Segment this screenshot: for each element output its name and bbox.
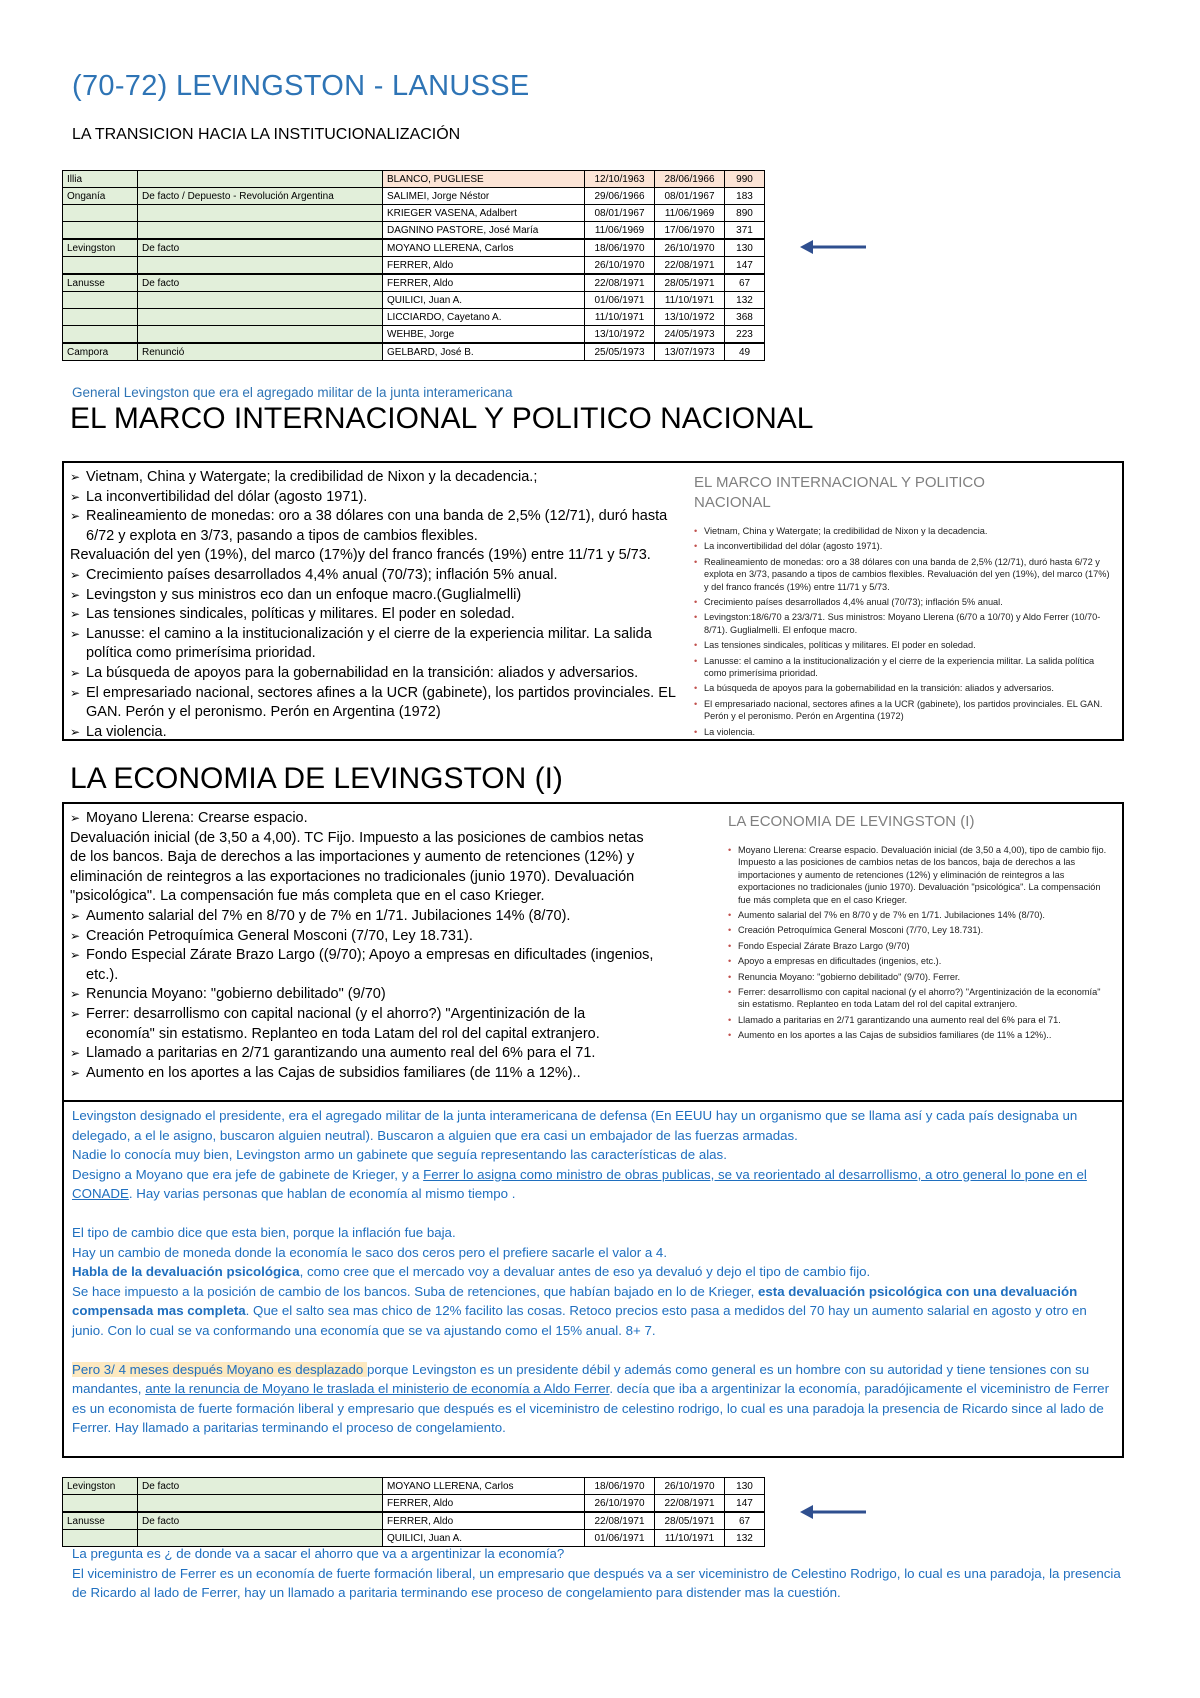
bullet-item [70, 488, 676, 508]
bullet-text: La búsqueda de apoyos para la gobernabilidad en la transición: aliados y adversarios. [86, 664, 639, 681]
table-cell-days: 368 [725, 309, 765, 326]
arrow-bullet-icon: ➢ [70, 587, 81, 602]
marco-bullets [70, 468, 676, 742]
arrow-bullet-icon: ➢ [70, 470, 81, 484]
slide-bullet: • El empresariado nacional, sectores afines a la UCR (gabinete), los partidos provinciales. EL GAN. Perón y el peronismo. Perón en Argentina (1972) [694, 698, 1110, 723]
table-row [63, 292, 765, 309]
table-cell-name: KRIEGER VASENA, Adalbert [383, 205, 585, 222]
arrow-bullet-icon: ➢ [70, 685, 81, 700]
table-cell-days: 67 [725, 1512, 765, 1530]
note-text: Se hace impuesto a la posición de cambio de los bancos. Suba de retenciones, que habían bajado en lo de Krieger, [72, 1283, 758, 1299]
table-cell-gov [63, 326, 138, 344]
table-cell-start: 29/06/1966 [585, 188, 655, 205]
marco-slide-thumbnail [686, 465, 1118, 737]
note-underlined: ante la renuncia de Moyano le traslada el ministerio de economía a Aldo Ferrer [145, 1381, 610, 1396]
economia-bullets [70, 809, 656, 1083]
bullet-item [70, 809, 656, 829]
table-cell-days: 223 [725, 326, 765, 344]
arrow-bullet-icon: ➢ [70, 928, 81, 943]
table-cell-type [138, 309, 383, 326]
table-cell-gov [63, 205, 138, 222]
arrow-bullet-icon: ➢ [70, 987, 81, 1002]
note-paragraph: El tipo de cambio dice que esta bien, porque la inflación fue baja. [72, 1225, 456, 1240]
slide-bullet: • Crecimiento países desarrollados 4,4% anual (70/73); inflación 5% anual. [694, 596, 1110, 608]
bullet-item [70, 684, 676, 723]
bullet-text: Vietnam, China y Watergate; la credibilidad de Nixon y la decadencia.; [86, 469, 538, 485]
bullet-text: Levingston y sus ministros eco dan un enfoque macro.(Guglialmelli) [86, 586, 522, 603]
slide-bullet: • Ferrer: desarrollismo con capital nacional (y el ahorro?) "Argentinización de la economía" sin estatismo. Replanteo en toda Latam del rol del capital extranjero. [728, 986, 1112, 1011]
slide-bullet: • Aumento en los aportes a las Cajas de subsidios familiares (de 11% a 12%).. [728, 1029, 1112, 1041]
table-cell-days: 132 [725, 292, 765, 309]
table-cell-type [138, 326, 383, 344]
arrow-bullet-icon: ➢ [70, 626, 81, 641]
slide-bullet: • Fondo Especial Zárate Brazo Largo (9/70) [728, 940, 1112, 952]
note-paragraph [72, 1165, 1112, 1204]
ministers-table-excerpt [62, 1477, 765, 1547]
table-cell-gov: Levingston [63, 1478, 138, 1495]
table-cell-start: 26/10/1970 [585, 257, 655, 275]
slide-title: LA ECONOMIA DE LEVINGSTON (I) [728, 813, 975, 830]
table-cell-days: 990 [725, 171, 765, 188]
table-row [63, 205, 765, 222]
bullet-text: Fondo Especial Zárate Brazo Largo ((9/70); Apoyo a empresas en dificultades (ingenios, etc.). [86, 947, 654, 983]
arrow-bullet-icon: ➢ [70, 1065, 81, 1080]
table-cell-end: 17/06/1970 [655, 222, 725, 240]
levingston-note: General Levingston que era el agregado militar de la junta interamericana [72, 385, 513, 400]
arrow-left-icon [800, 1502, 866, 1522]
note-text: porque Levingston es un presidente débil y además como general es un hombre con su autoridad y tiene tensiones con su mandantes, [72, 1361, 1090, 1396]
table-cell-start: 18/06/1970 [585, 239, 655, 257]
slide-bullet: • Creación Petroquímica General Mosconi (7/70, Ley 18.731). [728, 924, 1112, 936]
page-subtitle: LA TRANSICION HACIA LA INSTITUCIONALIZACIÓN [72, 126, 461, 143]
table-cell-type [138, 222, 383, 240]
arrow-left-icon [800, 237, 866, 257]
bottom-question: La pregunta es ¿ de donde va a sacar el ahorro que va a argentinizar la economía? [72, 1546, 565, 1561]
ministers-table [62, 170, 765, 361]
table-cell-days: 371 [725, 222, 765, 240]
table-cell-type: Renunció [138, 343, 383, 361]
table-cell-gov [63, 1495, 138, 1513]
slide-bullet: • Renuncia Moyano: "gobierno debilitado" (9/70). Ferrer. [728, 971, 1112, 983]
bottom-notes [72, 1544, 1122, 1603]
table-cell-start: 11/10/1971 [585, 309, 655, 326]
table-cell-gov [63, 292, 138, 309]
note-paragraph: Levingston designado el presidente, era el agregado militar de la junta interamericana de defensa (En EEUU hay un organismo que se llama así y cada país designaba un delegado, a el le asigno, buscaron alguien neutral). Buscaron a alguien que era casi un embajador de las fuerzas armadas. [72, 1108, 1078, 1143]
note-highlight: Pero 3/ 4 meses después Moyano es desplazado [72, 1361, 367, 1377]
table-row [63, 171, 765, 188]
table-cell-end: 26/10/1970 [655, 1478, 725, 1495]
bullet-text: Realineamiento de monedas: oro a 38 dólares con una banda de 2,5% (12/71), duró hasta 6/72 y explota en 3/73, pasando a tipos de cambios flexibles. [86, 508, 668, 544]
table-cell-end: 13/10/1972 [655, 309, 725, 326]
table-cell-type [138, 257, 383, 275]
bullet-text: Moyano Llerena: Crearse espacio. [86, 810, 308, 826]
class-notes [72, 1106, 1112, 1438]
marco-box [62, 461, 1124, 741]
section-heading-marco: EL MARCO INTERNACIONAL Y POLITICO NACIONAL [70, 402, 814, 435]
arrow-bullet-icon: ➢ [70, 665, 81, 680]
page-title: (70-72) LEVINGSTON - LANUSSE [72, 70, 530, 102]
table-cell-start: 18/06/1970 [585, 1478, 655, 1495]
section-heading-economia: LA ECONOMIA DE LEVINGSTON (I) [70, 762, 563, 795]
bullet-text: Revaluación del yen (19%), del marco (17%)y del franco francés (19%) entre 11/71 y 5/73. [70, 547, 651, 564]
arrow-bullet-icon: ➢ [70, 811, 81, 825]
table-cell-name: MOYANO LLERENA, Carlos [383, 239, 585, 257]
table-cell-gov [63, 257, 138, 275]
slide-bullet: • Vietnam, China y Watergate; la credibilidad de Nixon y la decadencia. [694, 525, 1110, 537]
table-cell-days: 890 [725, 205, 765, 222]
bullet-text: Lanusse: el camino a la institucionalización y el cierre de la experiencia militar. La salida política como primerísima prioridad. [86, 625, 652, 662]
note-bold: Habla de la devaluación psicológica [72, 1264, 300, 1279]
note-paragraph: Hay un cambio de moneda donde la economía le saco dos ceros pero el prefiere sacarle el valor a 4. [72, 1244, 668, 1260]
table-cell-days: 67 [725, 274, 765, 292]
table-cell-name: DAGNINO PASTORE, José María [383, 222, 585, 240]
table-row [63, 239, 765, 257]
slide-title: EL MARCO INTERNACIONAL Y POLITICO NACIONAL [694, 474, 985, 511]
table-cell-name: WEHBE, Jorge [383, 326, 585, 344]
arrow-bullet-icon: ➢ [70, 1046, 81, 1061]
table-cell-end: 28/05/1971 [655, 1512, 725, 1530]
bullet-text: Aumento salarial del 7% en 8/70 y de 7% en 1/71. Jubilaciones 14% (8/70). [86, 907, 571, 924]
table-cell-days: 130 [725, 1478, 765, 1495]
table-cell-start: 12/10/1963 [585, 171, 655, 188]
note-underlined: Ferrer lo asigna como ministro de obras publicas, se va reorientado al desarrollismo, a otro general lo pone en el CONADE [72, 1166, 1087, 1201]
arrow-bullet-icon: ➢ [70, 1006, 81, 1021]
bullet-item [70, 946, 656, 985]
table-cell-end: 08/01/1967 [655, 188, 725, 205]
bullet-item [70, 985, 656, 1005]
table-cell-type: De facto / Depuesto - Revolución Argentina [138, 188, 383, 205]
table-cell-end: 11/06/1969 [655, 205, 725, 222]
table-cell-end: 28/05/1971 [655, 274, 725, 292]
bullet-text: La inconvertibilidad del dólar (agosto 1971). [86, 488, 368, 505]
table-cell-name: GELBARD, José B. [383, 343, 585, 361]
slide-bullet: • La inconvertibilidad del dólar (agosto 1971). [694, 540, 1110, 552]
slide-bullet: • La búsqueda de apoyos para la gobernabilidad en la transición: aliados y adversarios. [694, 682, 1110, 694]
table-cell-type [138, 205, 383, 222]
bullet-text: Crecimiento países desarrollados 4,4% anual (70/73); inflación 5% anual. [86, 566, 558, 583]
bullet-item [70, 927, 656, 947]
slide-bullets [728, 844, 1112, 1042]
table-cell-start: 13/10/1972 [585, 326, 655, 344]
table-cell-end: 24/05/1973 [655, 326, 725, 344]
table-row [63, 1512, 765, 1530]
note-paragraph: Nadie lo conocía muy bien, Levingston armo un gabinete que seguía representando las características de alas. [72, 1147, 727, 1162]
table-cell-days: 147 [725, 1495, 765, 1513]
table-row [63, 1495, 765, 1513]
economia-slide-thumbnail [666, 804, 1120, 1100]
table-row [63, 1478, 765, 1495]
slide-bullet: • Realineamiento de monedas: oro a 38 dólares con una banda de 2,5% (12/71), duró hasta 6/72 y explota en 3/73, pasando a tipos de cambios flexibles. Revaluación del yen (19%), del marco (17%) y del franco francés (19%) entre 11/71 y 5/73. [694, 556, 1110, 593]
table-cell-start: 22/08/1971 [585, 274, 655, 292]
table-cell-end: 26/10/1970 [655, 239, 725, 257]
bullet-item [70, 605, 676, 625]
table-cell-start: 01/06/1971 [585, 1530, 655, 1547]
table-cell-type: De facto [138, 239, 383, 257]
slide-bullet: • Apoyo a empresas en dificultades (ingenios, etc.). [728, 955, 1112, 967]
notes-divider [64, 1100, 1122, 1102]
bullet-text: Las tensiones sindicales, políticas y militares. El poder en soledad. [86, 606, 515, 623]
table-cell-type: De facto [138, 1478, 383, 1495]
table-cell-name: FERRER, Aldo [383, 257, 585, 275]
table-cell-start: 26/10/1970 [585, 1495, 655, 1513]
bullet-text: La violencia. [86, 723, 167, 740]
note-paragraph [72, 1282, 1112, 1341]
table-cell-start: 25/05/1973 [585, 343, 655, 361]
bullet-text: Aumento en los aportes a las Cajas de subsidios familiares (de 11% a 12%).. [86, 1064, 581, 1081]
bullet-item [70, 1064, 656, 1084]
arrow-bullet-icon: ➢ [70, 489, 81, 504]
note-text: . decía que iba a argentinizar la economía, paradójicamente el viceministro de Ferrer es un economista de fuerte formación liberal y empresario que después es el viceministro de celestino rodrigo, lo cual es una paradoja la presencia de Ricardo since al lado de Ferrer. Hay llamado a paritarias terminando el proceso de congelamiento. [72, 1381, 1110, 1435]
bullet-item [70, 907, 656, 927]
table-row [63, 274, 765, 292]
table-cell-end: 22/08/1971 [655, 257, 725, 275]
arrow-bullet-icon: ➢ [70, 724, 81, 739]
table-cell-name: MOYANO LLERENA, Carlos [383, 1478, 585, 1495]
table-cell-name: QUILICI, Juan A. [383, 292, 585, 309]
table-cell-days: 132 [725, 1530, 765, 1547]
table-cell-type [138, 1495, 383, 1513]
table-row [63, 188, 765, 205]
bullet-item [70, 546, 676, 566]
table-cell-end: 11/10/1971 [655, 1530, 725, 1547]
table-cell-gov: Lanusse [63, 274, 138, 292]
bullet-item [70, 625, 676, 664]
table-cell-type: De facto [138, 274, 383, 292]
note-text: Designo a Moyano que era jefe de gabinete de Krieger, y a [72, 1166, 424, 1182]
table-cell-start: 11/06/1969 [585, 222, 655, 240]
bullet-item [70, 566, 676, 586]
table-row [63, 326, 765, 344]
table-cell-name: SALIMEI, Jorge Néstor [383, 188, 585, 205]
table-cell-gov: Campora [63, 343, 138, 361]
table-cell-name: LICCIARDO, Cayetano A. [383, 309, 585, 326]
arrow-bullet-icon: ➢ [70, 607, 81, 622]
table-cell-gov: Levingston [63, 239, 138, 257]
bullet-text: Ferrer: desarrollismo con capital nacional (y el ahorro?) "Argentinización de la economía" sin estatismo. Replanteo en toda Latam del rol del capital extranjero. [86, 1005, 600, 1042]
table-cell-start: 08/01/1967 [585, 205, 655, 222]
note-text: . Que el salto sea mas chico de 12% facilito las cosas. Retoco precios esto pasa a medidos del 70 hay un aumento salarial en agosto y otro en junio. Con lo cual se va conformando una economía que se va ajustando como el 15% anual. 8+ 7. [72, 1303, 1087, 1338]
table-row [63, 257, 765, 275]
table-cell-start: 22/08/1971 [585, 1512, 655, 1530]
table-cell-name: FERRER, Aldo [383, 1512, 585, 1530]
slide-bullet: • Aumento salarial del 7% en 8/70 y de 7% en 1/71. Jubilaciones 14% (8/70). [728, 909, 1112, 921]
economia-box [62, 802, 1124, 1458]
bullet-item [70, 468, 676, 488]
table-cell-type [138, 171, 383, 188]
arrow-bullet-icon: ➢ [70, 908, 81, 923]
bullet-item [70, 1044, 656, 1064]
bullet-item [70, 1005, 656, 1044]
table-cell-gov: Illia [63, 171, 138, 188]
table-cell-days: 147 [725, 257, 765, 275]
table-cell-gov: Lanusse [63, 1512, 138, 1530]
note-paragraph [72, 1360, 1112, 1438]
bullet-text: Llamado a paritarias en 2/71 garantizando una aumento real del 6% para el 71. [86, 1045, 596, 1062]
note-paragraph [72, 1262, 1112, 1282]
table-cell-gov [63, 222, 138, 240]
table-cell-gov [63, 309, 138, 326]
arrow-bullet-icon: ➢ [70, 567, 81, 582]
bottom-paragraph: El viceministro de Ferrer es un economía de fuerte formación liberal, un empresario que después va a ser viceministro de Celestino Rodrigo, lo cual es una paradoja, la presencia de Ricardo al lado de Ferrer, hay un llamado a paritaria terminando ese proceso de congelamiento para distender mas la cuestión. [72, 1565, 1121, 1600]
slide-bullet: • Moyano Llerena: Crearse espacio. Devaluación inicial (de 3,50 a 4,00), tipo de cambio fijo. Impuesto a las posiciones de cambios netas de los bancos, baja de derechos a las importaciones y aumento de retenciones (12%) y eliminación de reintegros a las exportaciones no tradicionales (junio 1970). Devaluación "psicológica". La compensación fue más completa que en el caso Krieger. [728, 844, 1112, 906]
bullet-item [70, 507, 676, 546]
table-cell-end: 11/10/1971 [655, 292, 725, 309]
table-cell-end: 22/08/1971 [655, 1495, 725, 1513]
slide-bullets [694, 525, 1110, 737]
bullet-item [70, 586, 676, 606]
note-bold: esta devaluación psicológica con una devaluación compensada mas completa [72, 1283, 1078, 1318]
table-row [63, 222, 765, 240]
bullet-item [70, 664, 676, 684]
table-cell-name: FERRER, Aldo [383, 1495, 585, 1513]
table-cell-end: 28/06/1966 [655, 171, 725, 188]
table-cell-days: 49 [725, 343, 765, 361]
bullet-text: Creación Petroquímica General Mosconi (7/70, Ley 18.731). [86, 927, 473, 944]
table-cell-name: FERRER, Aldo [383, 274, 585, 292]
slide-bullet: • Lanusse: el camino a la institucionalización y el cierre de la experiencia militar. La salida política como primerísima prioridad. [694, 655, 1110, 680]
table-row [63, 309, 765, 326]
table-row [63, 343, 765, 361]
table-cell-days: 130 [725, 239, 765, 257]
table-cell-gov: Onganía [63, 188, 138, 205]
note-text: , como cree que el mercado voy a devaluar antes de eso ya devaluó y dejo el tipo de cambio fijo. [299, 1264, 871, 1279]
slide-bullet: • Llamado a paritarias en 2/71 garantizando una aumento real del 6% para el 71. [728, 1014, 1112, 1026]
bullet-text: Renuncia Moyano: "gobierno debilitado" (9/70) [86, 986, 386, 1003]
bullet-text: El empresariado nacional, sectores afines a la UCR (gabinete), los partidos provinciales. EL GAN. Perón y el peronismo. Perón en Argentina (1972) [86, 684, 676, 721]
table-cell-start: 01/06/1971 [585, 292, 655, 309]
table-cell-type [138, 292, 383, 309]
bullet-item [70, 723, 676, 743]
table-cell-name: BLANCO, PUGLIESE [383, 171, 585, 188]
arrow-bullet-icon: ➢ [70, 509, 81, 524]
slide-bullet: • Levingston:18/6/70 a 23/3/71. Sus ministros: Moyano Llerena (6/70 a 10/70) y Aldo Ferrer (10/70-8/71). Guglialmelli. El enfoque macro. [694, 611, 1110, 636]
arrow-bullet-icon: ➢ [70, 948, 81, 963]
bullet-text: Devaluación inicial (de 3,50 a 4,00). TC Fijo. Impuesto a las posiciones de cambios netas de los bancos. Baja de derechos a las importaciones y aumento de retenciones (12%) y eliminación de reintegros a las exportaciones no tradicionales (junio 1970). Devaluación "psicológica". La compensación fue más completa que en el caso Krieger. [70, 829, 644, 905]
slide-bullet: • Las tensiones sindicales, políticas y militares. El poder en soledad. [694, 639, 1110, 651]
table-cell-name: QUILICI, Juan A. [383, 1530, 585, 1547]
table-cell-end: 13/07/1973 [655, 343, 725, 361]
note-text: . Hay varias personas que hablan de economía al mismo tiempo . [128, 1186, 516, 1201]
bullet-item [70, 829, 656, 907]
table-cell-days: 183 [725, 188, 765, 205]
slide-bullet: • La violencia. [694, 726, 1110, 737]
table-cell-type: De facto [138, 1512, 383, 1530]
